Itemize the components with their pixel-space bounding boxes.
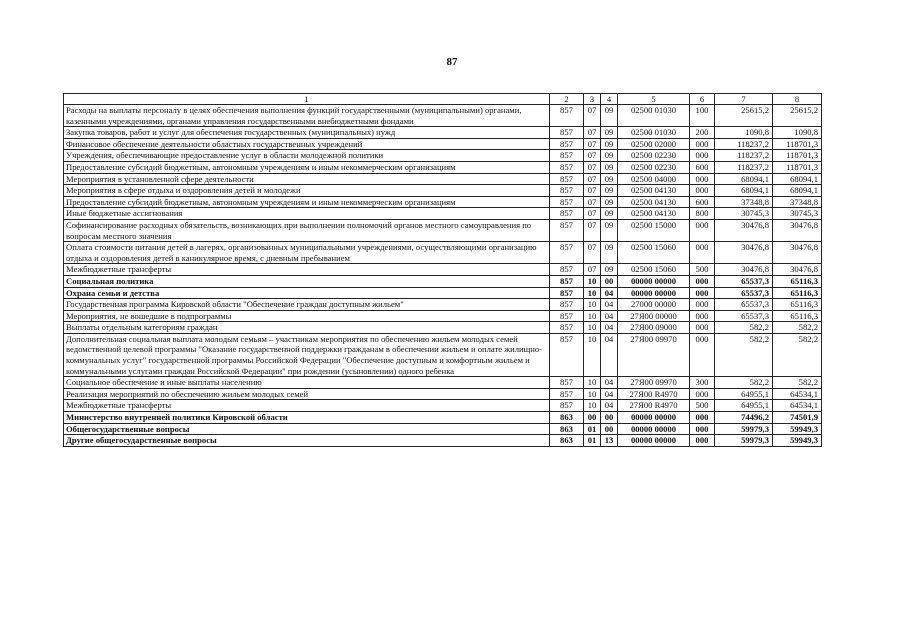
- table-row: [64, 105, 822, 127]
- amount-1-cell: 59979,3: [715, 423, 773, 435]
- section-cell: 07: [584, 138, 601, 150]
- section-cell: 07: [584, 105, 601, 127]
- header-cell: 6: [690, 94, 715, 105]
- amount-2-cell: 64534,1: [773, 388, 822, 400]
- section-cell: 10: [584, 299, 601, 311]
- subsection-cell: 09: [601, 173, 618, 185]
- row-name-cell: Расходы на выплаты персоналу в целях обеспечения выполнения функций государственными (муниципальными) органами, казенными учреждениями, органами управления государственными внебюджетными фондами: [64, 105, 550, 127]
- expense-type-cell: 000: [690, 185, 715, 197]
- subsection-cell: 04: [601, 287, 618, 299]
- expense-type-cell: 000: [690, 150, 715, 162]
- section-cell: 07: [584, 173, 601, 185]
- section-cell: 07: [584, 196, 601, 208]
- table-row: [64, 138, 822, 150]
- table-row: [64, 423, 822, 435]
- budget-table: [63, 93, 822, 447]
- target-article-cell: 27Я00 R4970: [618, 400, 690, 412]
- row-name-cell: Другие общегосударственные вопросы: [64, 435, 550, 447]
- header-cell: 2: [550, 94, 584, 105]
- table-row: [64, 412, 822, 424]
- subsection-cell: 04: [601, 388, 618, 400]
- header-cell: 5: [618, 94, 690, 105]
- target-article-cell: 02500 02000: [618, 138, 690, 150]
- ministry-code-cell: 857: [550, 150, 584, 162]
- section-cell: 01: [584, 435, 601, 447]
- row-name-cell: Учреждения, обеспечивающие предоставление услуг в области молодежной политики: [64, 150, 550, 162]
- header-cell: 3: [584, 94, 601, 105]
- subsection-cell: 04: [601, 377, 618, 389]
- subsection-cell: 04: [601, 400, 618, 412]
- row-name-cell: Закупка товаров, работ и услуг для обеспечения государственных (муниципальных) нужд: [64, 127, 550, 139]
- expense-type-cell: 000: [690, 138, 715, 150]
- row-name-cell: Межбюджетные трансферты: [64, 400, 550, 412]
- row-name-cell: Общегосударственные вопросы: [64, 423, 550, 435]
- section-cell: 10: [584, 287, 601, 299]
- amount-1-cell: 65537,3: [715, 287, 773, 299]
- target-article-cell: 02500 01030: [618, 105, 690, 127]
- amount-1-cell: 68094,1: [715, 173, 773, 185]
- amount-2-cell: 68094,1: [773, 173, 822, 185]
- ministry-code-cell: 857: [550, 161, 584, 173]
- expense-type-cell: 000: [690, 275, 715, 287]
- subsection-cell: 09: [601, 127, 618, 139]
- amount-2-cell: 65116,3: [773, 287, 822, 299]
- ministry-code-cell: 857: [550, 287, 584, 299]
- subsection-cell: 09: [601, 161, 618, 173]
- section-cell: 07: [584, 219, 601, 241]
- amount-2-cell: 582,2: [773, 377, 822, 389]
- subsection-cell: 00: [601, 412, 618, 424]
- amount-1-cell: 582,2: [715, 333, 773, 376]
- amount-1-cell: 30476,8: [715, 264, 773, 276]
- ministry-code-cell: 863: [550, 435, 584, 447]
- target-article-cell: 00000 00000: [618, 412, 690, 424]
- amount-1-cell: 64955,1: [715, 400, 773, 412]
- section-cell: 10: [584, 388, 601, 400]
- amount-2-cell: 118701,3: [773, 138, 822, 150]
- section-cell: 07: [584, 150, 601, 162]
- expense-type-cell: 200: [690, 127, 715, 139]
- amount-1-cell: 30476,8: [715, 219, 773, 241]
- amount-1-cell: 582,2: [715, 322, 773, 334]
- ministry-code-cell: 857: [550, 138, 584, 150]
- table-row: [64, 161, 822, 173]
- expense-type-cell: 500: [690, 264, 715, 276]
- ministry-code-cell: 857: [550, 310, 584, 322]
- table-row: [64, 264, 822, 276]
- amount-1-cell: 65537,3: [715, 299, 773, 311]
- target-article-cell: 00000 00000: [618, 275, 690, 287]
- amount-1-cell: 30476,8: [715, 242, 773, 264]
- section-cell: 10: [584, 400, 601, 412]
- row-name-cell: Выплаты отдельным категориям граждан: [64, 322, 550, 334]
- target-article-cell: 02500 04130: [618, 208, 690, 220]
- subsection-cell: 09: [601, 219, 618, 241]
- row-name-cell: Социальное обеспечение и иные выплаты населению: [64, 377, 550, 389]
- subsection-cell: 04: [601, 299, 618, 311]
- target-article-cell: 02500 15000: [618, 219, 690, 241]
- subsection-cell: 00: [601, 275, 618, 287]
- expense-type-cell: 000: [690, 173, 715, 185]
- subsection-cell: 04: [601, 333, 618, 376]
- table-row: [64, 377, 822, 389]
- expense-type-cell: 000: [690, 435, 715, 447]
- amount-1-cell: 118237,2: [715, 161, 773, 173]
- ministry-code-cell: 857: [550, 388, 584, 400]
- amount-2-cell: 65116,3: [773, 310, 822, 322]
- table-row: [64, 242, 822, 264]
- subsection-cell: 09: [601, 196, 618, 208]
- amount-1-cell: 64955,1: [715, 388, 773, 400]
- row-name-cell: Предоставление субсидий бюджетным, автономным учреждениям и иным некоммерческим организациям: [64, 161, 550, 173]
- table-row: [64, 196, 822, 208]
- ministry-code-cell: 857: [550, 400, 584, 412]
- target-article-cell: 27Я00 09000: [618, 322, 690, 334]
- amount-2-cell: 30476,8: [773, 264, 822, 276]
- ministry-code-cell: 857: [550, 196, 584, 208]
- expense-type-cell: 600: [690, 196, 715, 208]
- row-name-cell: Министерство внутренней политики Кировской области: [64, 412, 550, 424]
- amount-2-cell: 59949,3: [773, 435, 822, 447]
- subsection-cell: 04: [601, 310, 618, 322]
- amount-2-cell: 64534,1: [773, 400, 822, 412]
- expense-type-cell: 000: [690, 219, 715, 241]
- row-name-cell: Мероприятия в сфере отдыха и оздоровления детей и молодежи: [64, 185, 550, 197]
- row-name-cell: Межбюджетные трансферты: [64, 264, 550, 276]
- amount-1-cell: 74496,2: [715, 412, 773, 424]
- ministry-code-cell: 857: [550, 333, 584, 376]
- row-name-cell: Мероприятия, не вошедшие в подпрограммы: [64, 310, 550, 322]
- section-cell: 07: [584, 264, 601, 276]
- amount-1-cell: 118237,2: [715, 138, 773, 150]
- amount-1-cell: 68094,1: [715, 185, 773, 197]
- target-article-cell: 02500 01030: [618, 127, 690, 139]
- section-cell: 07: [584, 242, 601, 264]
- ministry-code-cell: 857: [550, 219, 584, 241]
- table-row: [64, 185, 822, 197]
- row-name-cell: Дополнительная социальная выплата молодым семьям – участникам мероприятия по обеспечению жильем молодых семей ведомственной целевой программы "Оказание государственной поддержки гражданам в обеспечении жильем и оплате жилищно-коммунальных услуг" государственной программы Российской Федерации "Обеспечение доступным и комфортным жильем и коммунальными услугами граждан Российской Федерации" при рождении (усыновлении) одного ребенка: [64, 333, 550, 376]
- row-name-cell: Предоставление субсидий бюджетным, автономным учреждениям и иным некоммерческим организациям: [64, 196, 550, 208]
- table-row: [64, 299, 822, 311]
- ministry-code-cell: 857: [550, 185, 584, 197]
- expense-type-cell: 000: [690, 333, 715, 376]
- amount-2-cell: 30476,8: [773, 242, 822, 264]
- expense-type-cell: 000: [690, 322, 715, 334]
- section-cell: 10: [584, 310, 601, 322]
- amount-1-cell: 59979,3: [715, 435, 773, 447]
- subsection-cell: 13: [601, 435, 618, 447]
- target-article-cell: 02500 15060: [618, 264, 690, 276]
- table-row: [64, 400, 822, 412]
- target-article-cell: 00000 00000: [618, 423, 690, 435]
- ministry-code-cell: 857: [550, 264, 584, 276]
- ministry-code-cell: 863: [550, 423, 584, 435]
- ministry-code-cell: 857: [550, 173, 584, 185]
- expense-type-cell: 100: [690, 105, 715, 127]
- target-article-cell: 02500 04000: [618, 173, 690, 185]
- ministry-code-cell: 857: [550, 322, 584, 334]
- target-article-cell: 27Я00 09970: [618, 333, 690, 376]
- table-row: [64, 275, 822, 287]
- header-cell: 8: [773, 94, 822, 105]
- amount-2-cell: 37348,8: [773, 196, 822, 208]
- table-row: [64, 219, 822, 241]
- amount-1-cell: 65537,3: [715, 310, 773, 322]
- table-row: [64, 388, 822, 400]
- header-cell: 1: [64, 94, 550, 105]
- expense-type-cell: 600: [690, 161, 715, 173]
- amount-2-cell: 30745,3: [773, 208, 822, 220]
- page-number: 87: [446, 56, 458, 68]
- row-name-cell: Мероприятия в установленной сфере деятельности: [64, 173, 550, 185]
- expense-type-cell: 500: [690, 400, 715, 412]
- target-article-cell: 27000 00000: [618, 299, 690, 311]
- amount-1-cell: 25615,2: [715, 105, 773, 127]
- target-article-cell: 02500 02230: [618, 150, 690, 162]
- expense-type-cell: 000: [690, 287, 715, 299]
- amount-2-cell: 118701,3: [773, 161, 822, 173]
- header-cell: 4: [601, 94, 618, 105]
- amount-2-cell: 1090,8: [773, 127, 822, 139]
- ministry-code-cell: 857: [550, 242, 584, 264]
- table-row: [64, 287, 822, 299]
- subsection-cell: 09: [601, 150, 618, 162]
- amount-1-cell: 30745,3: [715, 208, 773, 220]
- subsection-cell: 09: [601, 138, 618, 150]
- subsection-cell: 09: [601, 242, 618, 264]
- amount-1-cell: 37348,8: [715, 196, 773, 208]
- ministry-code-cell: 857: [550, 208, 584, 220]
- ministry-code-cell: 863: [550, 412, 584, 424]
- section-cell: 10: [584, 377, 601, 389]
- table-body: [64, 94, 822, 447]
- row-name-cell: Оплата стоимости питания детей в лагерях, организованных муниципальными учреждениями, осуществляющими организацию отдыха и оздоровления детей в каникулярное время, с дневным пребыванием: [64, 242, 550, 264]
- amount-1-cell: 65537,3: [715, 275, 773, 287]
- amount-2-cell: 74501,9: [773, 412, 822, 424]
- target-article-cell: 02500 04130: [618, 185, 690, 197]
- section-cell: 10: [584, 275, 601, 287]
- amount-2-cell: 25615,2: [773, 105, 822, 127]
- amount-1-cell: 118237,2: [715, 150, 773, 162]
- table-row: [64, 322, 822, 334]
- ministry-code-cell: 857: [550, 299, 584, 311]
- amount-2-cell: 582,2: [773, 322, 822, 334]
- row-name-cell: Финансовое обеспечение деятельности областных государственных учреждений: [64, 138, 550, 150]
- target-article-cell: 27Я00 R4970: [618, 388, 690, 400]
- table-row: [64, 173, 822, 185]
- amount-2-cell: 65116,3: [773, 275, 822, 287]
- ministry-code-cell: 857: [550, 377, 584, 389]
- target-article-cell: 02500 04130: [618, 196, 690, 208]
- subsection-cell: 09: [601, 185, 618, 197]
- header-cell: 7: [715, 94, 773, 105]
- table-row: [64, 150, 822, 162]
- expense-type-cell: 000: [690, 423, 715, 435]
- expense-type-cell: 000: [690, 412, 715, 424]
- table-row: [64, 333, 822, 376]
- row-name-cell: Иные бюджетные ассигнования: [64, 208, 550, 220]
- table-row: [64, 435, 822, 447]
- section-cell: 00: [584, 412, 601, 424]
- table-row: [64, 208, 822, 220]
- row-name-cell: Софинансирование расходных обязательств, возникающих при выполнении полномочий органов местного самоуправления по вопросам местного значения: [64, 219, 550, 241]
- section-cell: 07: [584, 208, 601, 220]
- table-row: [64, 310, 822, 322]
- target-article-cell: 02500 15060: [618, 242, 690, 264]
- section-cell: 01: [584, 423, 601, 435]
- row-name-cell: Государственная программа Кировской области "Обеспечение граждан доступным жильем": [64, 299, 550, 311]
- target-article-cell: 02500 02230: [618, 161, 690, 173]
- amount-1-cell: 582,2: [715, 377, 773, 389]
- target-article-cell: 00000 00000: [618, 435, 690, 447]
- expense-type-cell: 000: [690, 310, 715, 322]
- target-article-cell: 00000 00000: [618, 287, 690, 299]
- section-cell: 07: [584, 127, 601, 139]
- row-name-cell: Охрана семьи и детства: [64, 287, 550, 299]
- amount-2-cell: 68094,1: [773, 185, 822, 197]
- section-cell: 07: [584, 161, 601, 173]
- section-cell: 10: [584, 333, 601, 376]
- header-row: [64, 94, 822, 105]
- ministry-code-cell: 857: [550, 127, 584, 139]
- target-article-cell: 27Я00 09970: [618, 377, 690, 389]
- subsection-cell: 00: [601, 423, 618, 435]
- table-row: [64, 127, 822, 139]
- subsection-cell: 09: [601, 105, 618, 127]
- subsection-cell: 09: [601, 208, 618, 220]
- ministry-code-cell: 857: [550, 275, 584, 287]
- expense-type-cell: 000: [690, 299, 715, 311]
- subsection-cell: 09: [601, 264, 618, 276]
- row-name-cell: Социальная политика: [64, 275, 550, 287]
- section-cell: 10: [584, 322, 601, 334]
- subsection-cell: 04: [601, 322, 618, 334]
- ministry-code-cell: 857: [550, 105, 584, 127]
- expense-type-cell: 800: [690, 208, 715, 220]
- expense-type-cell: 000: [690, 242, 715, 264]
- amount-2-cell: 59949,3: [773, 423, 822, 435]
- expense-type-cell: 300: [690, 377, 715, 389]
- amount-2-cell: 30476,8: [773, 219, 822, 241]
- amount-1-cell: 1090,8: [715, 127, 773, 139]
- target-article-cell: 27Я00 00000: [618, 310, 690, 322]
- section-cell: 07: [584, 185, 601, 197]
- amount-2-cell: 65116,3: [773, 299, 822, 311]
- row-name-cell: Реализация мероприятий по обеспечению жильем молодых семей: [64, 388, 550, 400]
- amount-2-cell: 582,2: [773, 333, 822, 376]
- expense-type-cell: 000: [690, 388, 715, 400]
- amount-2-cell: 118701,3: [773, 150, 822, 162]
